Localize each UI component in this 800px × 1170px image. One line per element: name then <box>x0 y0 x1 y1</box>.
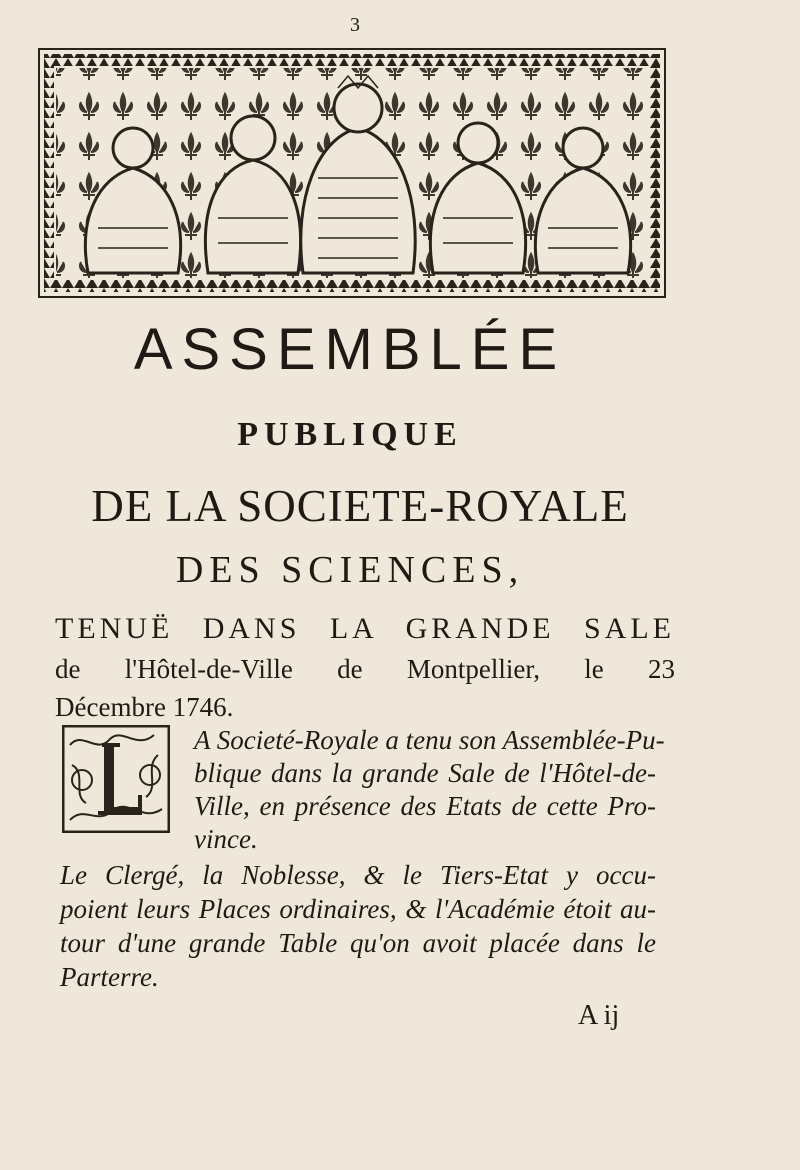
body-line-2: blique dans la grande Sale de l'Hôtel-de- <box>194 758 656 788</box>
signature-mark: 3 <box>350 14 360 36</box>
fleur-de-lis-woodcut-icon <box>38 48 666 298</box>
woodcut-headpiece <box>38 48 666 298</box>
ornamental-initial-l-icon <box>62 725 170 833</box>
title-place-line: de l'Hôtel-de-Ville de Montpellier, le 23 <box>55 654 675 684</box>
title-tenue: TENUË DANS LA GRANDE SALE <box>55 612 675 645</box>
body-line-6: poient leurs Places ordinaires, & l'Académie étoit au- <box>60 894 656 924</box>
title-date-line: Décembre 1746. <box>55 692 234 722</box>
ornamental-initial <box>62 725 170 833</box>
title-des-sciences: DES SCIENCES, <box>175 549 525 591</box>
body-line-8: Parterre. <box>60 962 159 992</box>
folio: A ij <box>578 1000 620 1031</box>
title-publique: PUBLIQUE <box>237 416 463 453</box>
body-line-1: A Societé-Royale a tenu son Assemblée-Pu- <box>194 725 665 755</box>
body-line-4: vince. <box>194 824 258 854</box>
title-assemblee: ASSEMBLÉE <box>133 317 567 382</box>
title-societe-royale: DE LA SOCIETE-ROYALE <box>91 481 629 531</box>
body-line-7: tour d'une grande Table qu'on avoit placée dans le <box>60 928 656 958</box>
body-line-5: Le Clergé, la Noblesse, & le Tiers-Etat y occu- <box>60 860 656 890</box>
body-line-3: Ville, en présence des Etats de cette Pro- <box>194 791 656 821</box>
